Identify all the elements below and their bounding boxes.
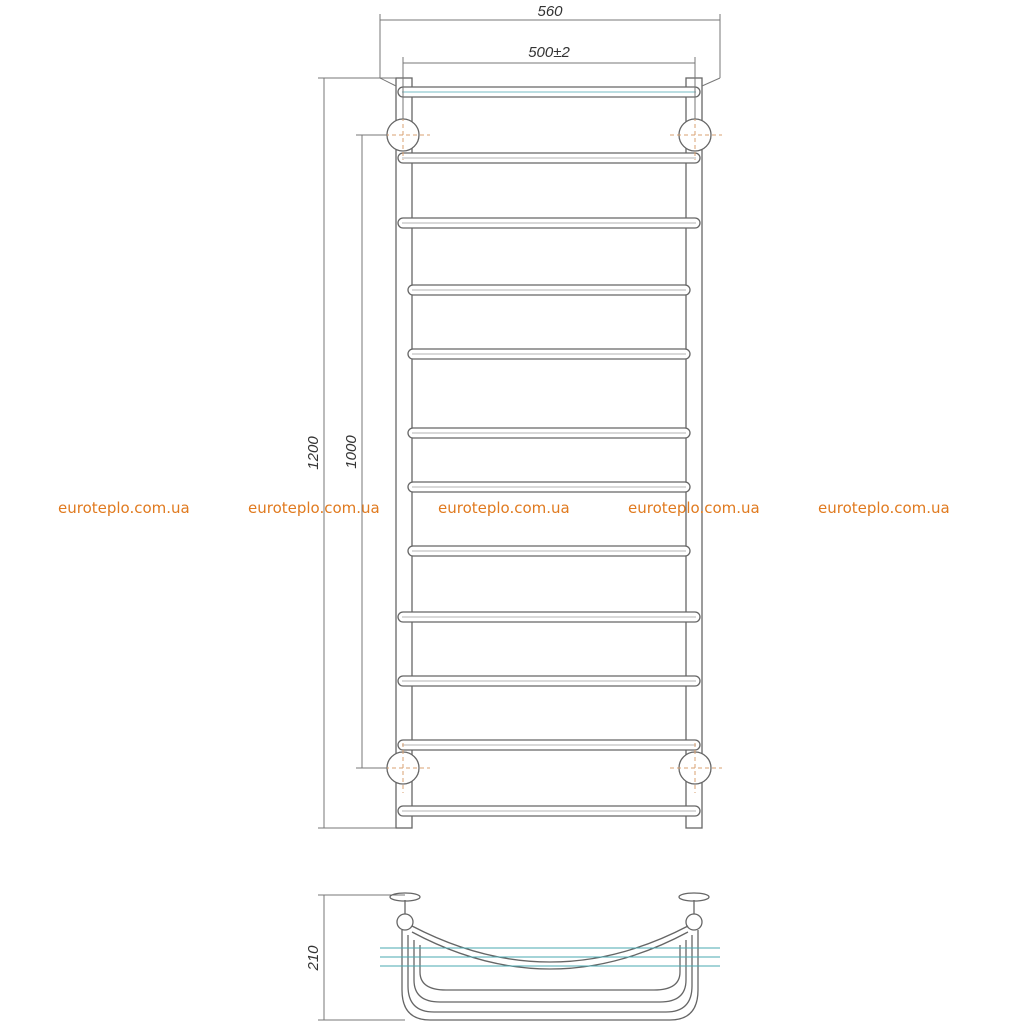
watermark: euroteplo.com.ua: [628, 499, 760, 517]
rungs: [398, 87, 700, 816]
right-rail: [686, 78, 702, 828]
dim-overall-width: 560: [537, 3, 563, 20]
left-rail: [396, 78, 412, 828]
watermark: euroteplo.com.ua: [58, 499, 190, 517]
watermark: euroteplo.com.ua: [438, 499, 570, 517]
side-view-accent-lines: [380, 948, 720, 966]
dim-depth: 210: [305, 945, 322, 971]
dim-mount-width: 500±2: [528, 44, 570, 61]
side-joint-right: [686, 914, 702, 930]
dim-overall-height: 1200: [305, 436, 322, 470]
side-joint-left: [397, 914, 413, 930]
side-mount-left: [390, 893, 420, 901]
side-mount-right: [679, 893, 709, 901]
dimension-lines: [318, 14, 720, 1020]
watermark: euroteplo.com.ua: [248, 499, 380, 517]
watermark: euroteplo.com.ua: [818, 499, 950, 517]
front-view: [378, 78, 722, 828]
dim-mount-height: 1000: [343, 435, 360, 469]
